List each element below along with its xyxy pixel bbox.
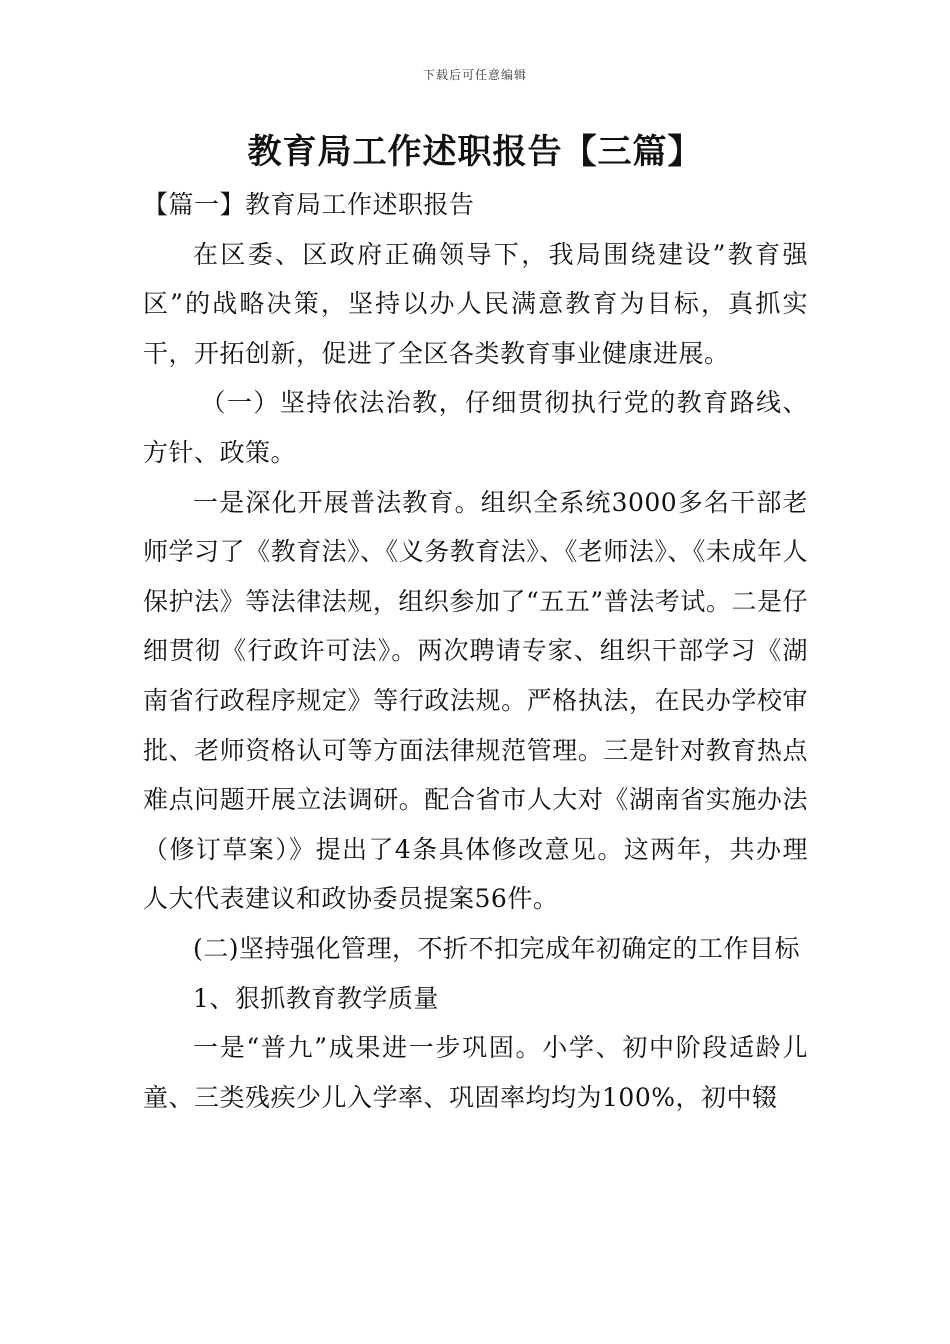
paragraph-item-1: 1、狠抓教育教学质量 — [193, 983, 439, 1013]
paragraph-enrollment: 一是“普九”成果进一步巩固。小学、初中阶段适龄儿童、三类残疾少儿入学率、巩固率均均为100%，初中辍 — [143, 1033, 808, 1112]
document-body — [143, 180, 808, 1122]
document-title: 教育局工作述职报告【三篇】 — [247, 132, 703, 172]
header-note: 下载后可任意编辑 — [422, 68, 527, 82]
paragraph-intro: 在区委、区政府正确领导下，我局围绕建设”教育强区”的战略决策，坚持以办人民满意教育为目标，真抓实干，开拓创新，促进了全区各类教育事业健康进展。 — [143, 239, 808, 368]
section-heading: 【篇一】教育局工作述职报告 — [143, 190, 475, 219]
paragraph-subheading-1: （一）坚持依法治教，仔细贯彻执行党的教育路线、方针、政策。 — [143, 388, 808, 467]
paragraph-legal-education: 一是深化开展普法教育。组织全系统3000多名干部老师学习了《教育法》、《义务教育法》、《老师法》、《未成年人保护法》等法律法规，组织参加了“五五”普法考试。二是仔细贯彻《行政许可法》。两次聘请专家、组织干部学习《湖南省行政程序规定》等行政法规。严格执法，在民办学校审批、老师资格认可等方面法律规范管理。三是针对教育热点难点问题开展立法调研。配合省市人大对《湖南省实施办法（修订草案）》提出了4条具体修改意见。这两年，共办理人大代表建议和政协委员提案56件。 — [143, 487, 808, 914]
paragraph-subheading-2: (二)坚持强化管理，不折不扣完成年初确定的工作目标 — [193, 933, 801, 963]
